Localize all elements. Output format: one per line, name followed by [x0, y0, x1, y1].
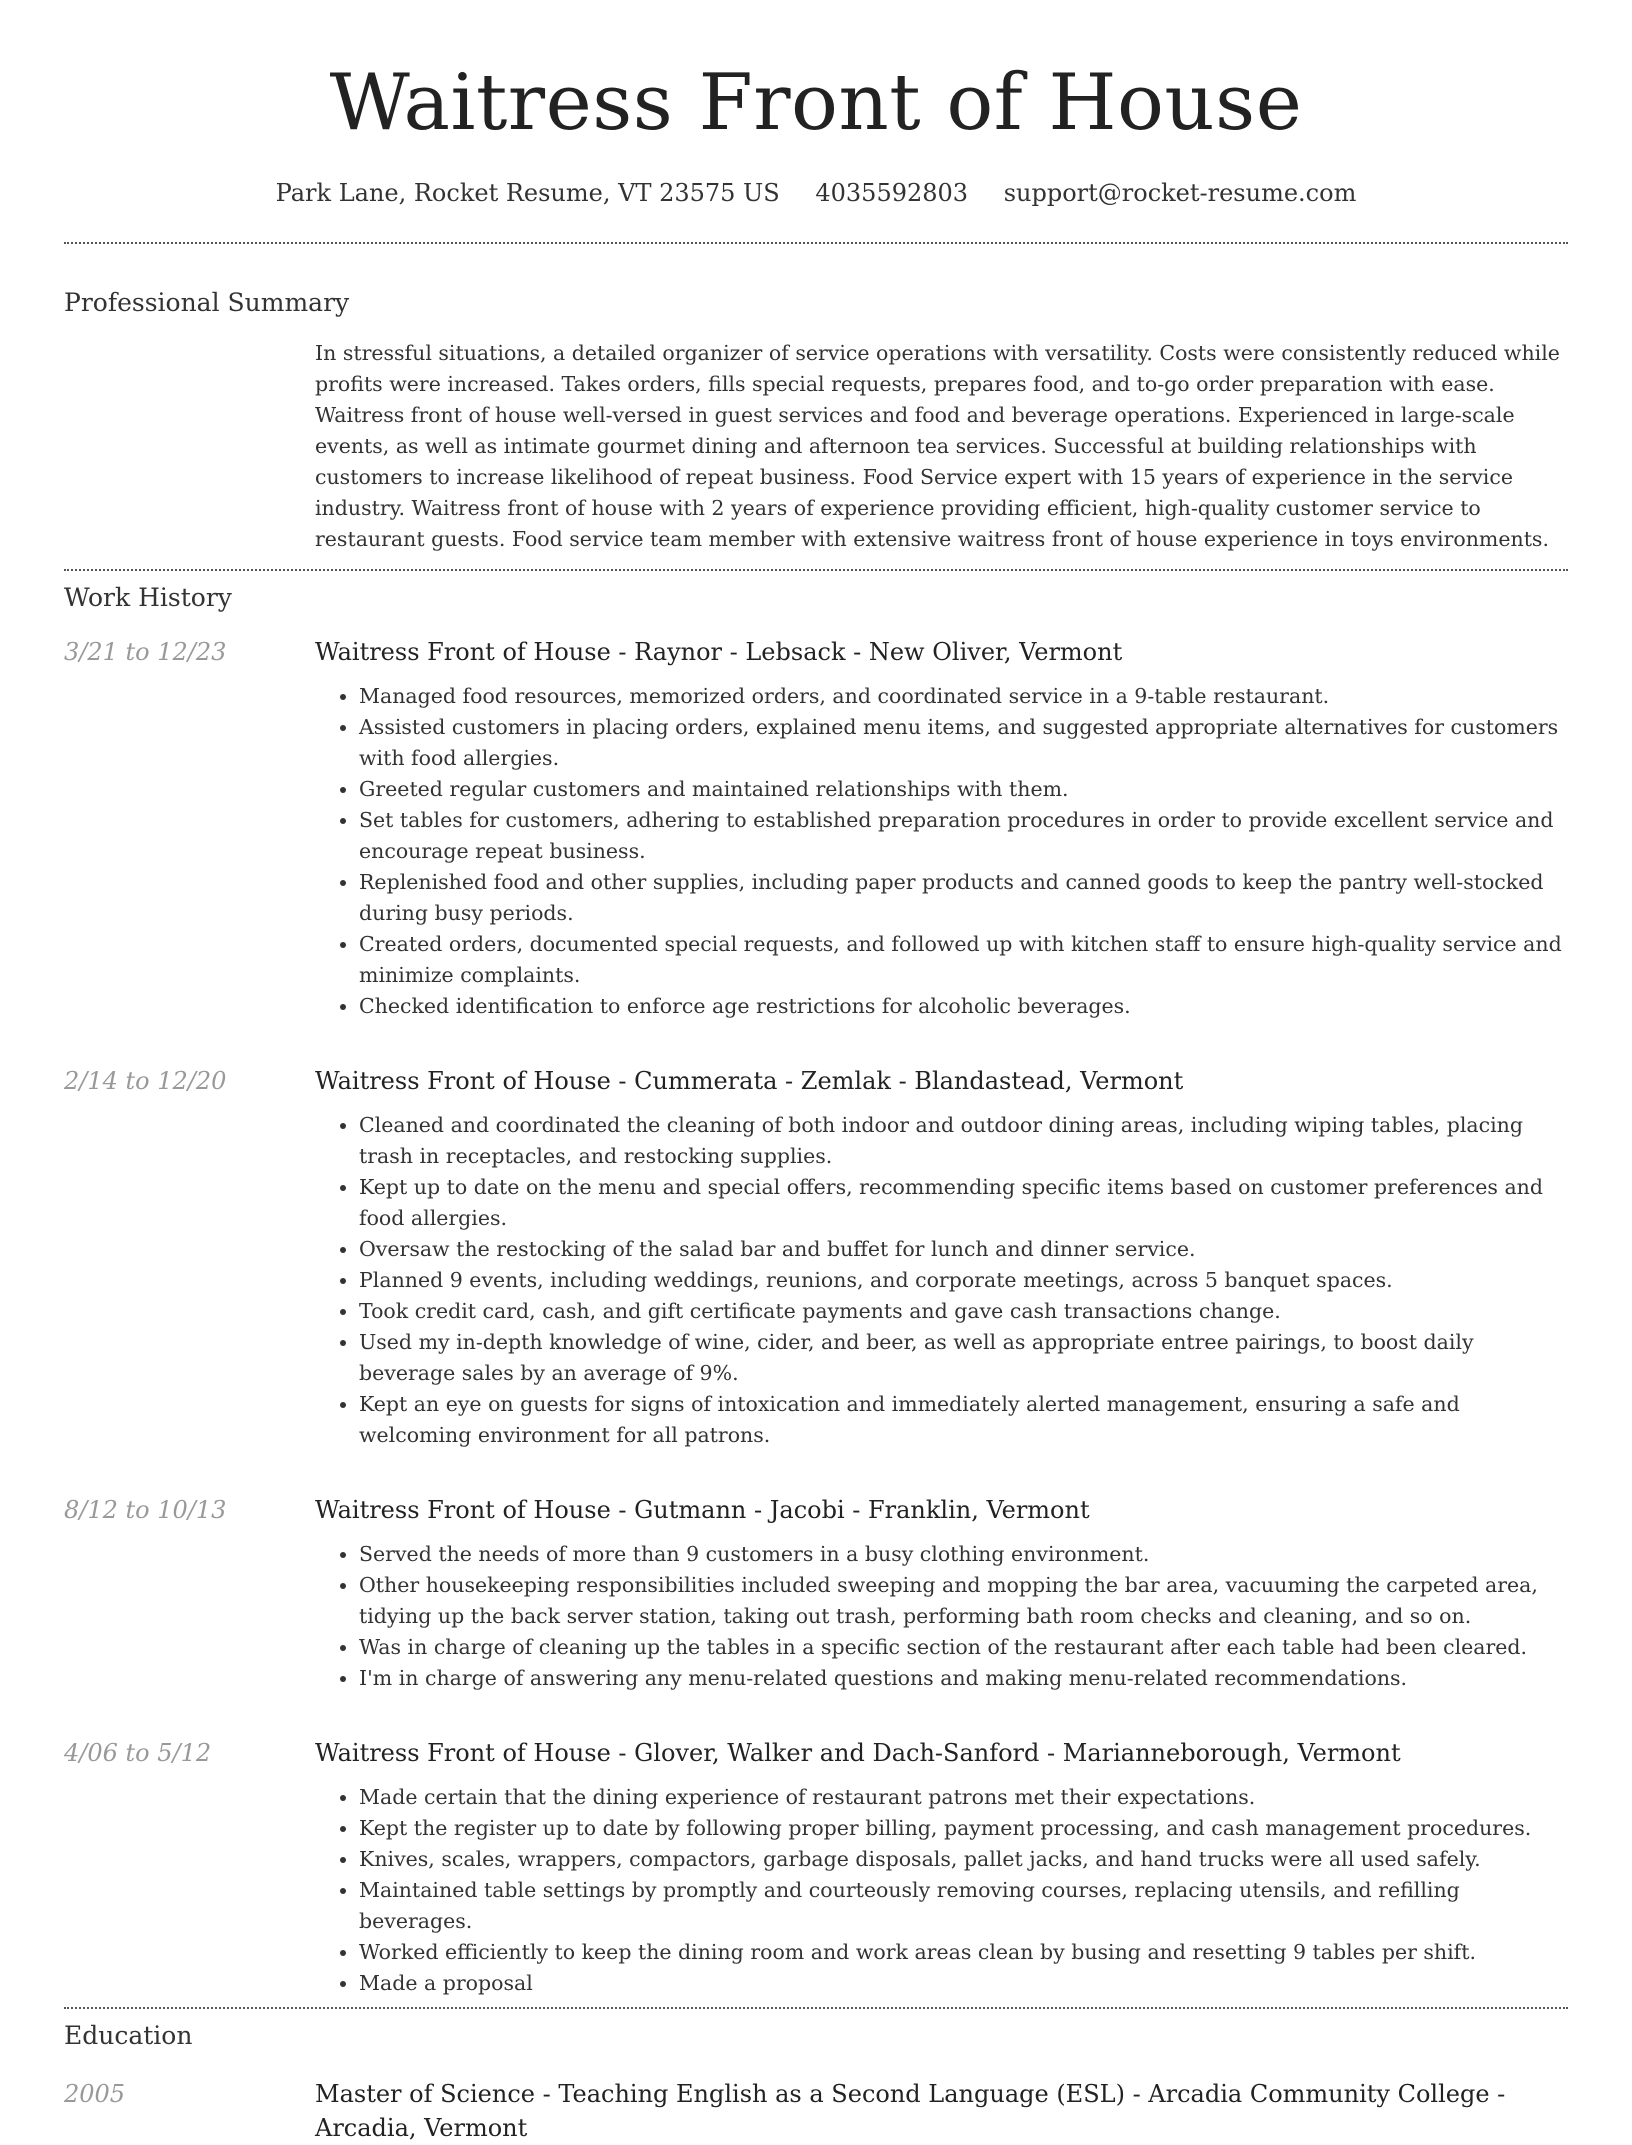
job-bullet: • Maintained table settings by promptly and courteously removing courses, replacing utensils, and refilling beverages. [359, 1875, 1568, 1937]
job-bullet: • I'm in charge of answering any menu-related questions and making menu-related recommendations. [359, 1663, 1568, 1694]
job-entry [64, 1493, 1568, 1694]
resume-page [64, 0, 1568, 2145]
summary-text: In stressful situations, a detailed organizer of service operations with versatility. Costs were consistently reduced while profits were increased. Takes orders, fills special requests, prepares food, and to-go order preparation with ease. Waitress front of house well-versed in guest services and food and beverage operations. Experienced in large-scale events, as well as intimate gourmet dining and afternoon tea services. Successful at building relationships with customers to increase likelihood of repeat business. Food Service expert with 15 years of experience in the service industry. Waitress front of house with 2 years of experience providing efficient, high-quality customer service to restaurant guests. Food service team member with extensive waitress front of house experience in toys environments. [315, 341, 1560, 551]
job-bullet: • Created orders, documented special requests, and followed up with kitchen staff to ensure high-quality service and minimize complaints. [359, 929, 1568, 991]
education-heading: Education [64, 2021, 193, 2050]
contact-email: support@rocket-resume.com [1003, 179, 1357, 207]
summary-heading: Professional Summary [64, 288, 350, 317]
job-body [315, 1493, 1568, 1694]
job-bullet: • Greeted regular customers and maintained relationships with them. [359, 774, 1568, 805]
job-bullet: • Cleaned and coordinated the cleaning of both indoor and outdoor dining areas, including wiping tables, placing trash in receptacles, and restocking supplies. [359, 1110, 1568, 1172]
job-dates: 8/12 to 10/13 [64, 1496, 227, 1524]
section-divider [64, 569, 1568, 571]
contact-line [64, 176, 1568, 210]
job-title: Waitress Front of House - Cummerata - Zemlak - Blandastead, Vermont [315, 1067, 1184, 1095]
job-bullet: • Took credit card, cash, and gift certificate payments and gave cash transactions change. [359, 1296, 1568, 1327]
job-bullet: • Checked identification to enforce age restrictions for alcoholic beverages. [359, 991, 1568, 1022]
job-bullet: • Assisted customers in placing orders, explained menu items, and suggested appropriate alternatives for customers with food allergies. [359, 712, 1568, 774]
job-bullet: • Oversaw the restocking of the salad bar and buffet for lunch and dinner service. [359, 1234, 1568, 1265]
job-entry [64, 635, 1568, 1022]
spacer [64, 1451, 1568, 1473]
job-bullets [315, 1110, 1568, 1451]
job-dates: 2/14 to 12/20 [64, 1067, 227, 1095]
job-bullet: • Worked efficiently to keep the dining room and work areas clean by busing and resetting 9 tables per shift. [359, 1937, 1568, 1968]
job-bullets [315, 1782, 1568, 1999]
work-history-heading: Work History [64, 583, 232, 612]
section-divider [64, 242, 1568, 244]
job-body [315, 635, 1568, 1022]
job-bullet: • Knives, scales, wrappers, compactors, garbage disposals, pallet jacks, and hand trucks were all used safely. [359, 1844, 1568, 1875]
job-bullet: • Planned 9 events, including weddings, reunions, and corporate meetings, across 5 banquet spaces. [359, 1265, 1568, 1296]
job-title: Waitress Front of House - Glover, Walker and Dach-Sanford - Marianneborough, Vermont [315, 1739, 1401, 1767]
job-bullet: • Served the needs of more than 9 customers in a busy clothing environment. [359, 1539, 1568, 1570]
resume-name: Waitress Front of House [329, 58, 1303, 148]
job-bullets [315, 681, 1568, 1022]
job-entry [64, 1064, 1568, 1451]
contact-phone: 4035592803 [815, 179, 969, 207]
education-body [315, 2077, 1568, 2145]
job-bullet: • Was in charge of cleaning up the tables in a specific section of the restaurant after each table had been cleared. [359, 1632, 1568, 1663]
spacer [64, 1022, 1568, 1044]
job-title: Waitress Front of House - Gutmann - Jacobi - Franklin, Vermont [315, 1496, 1090, 1524]
spacer [64, 1694, 1568, 1716]
job-bullet: • Kept up to date on the menu and special offers, recommending specific items based on customer preferences and food allergies. [359, 1172, 1568, 1234]
job-entry [64, 1736, 1568, 1999]
job-bullet: • Made certain that the dining experience of restaurant patrons met their expectations. [359, 1782, 1568, 1813]
section-divider [64, 2007, 1568, 2009]
education-title: Master of Science - Teaching English as a Second Language (ESL) - Arcadia Community College - Arcadia, Vermont [315, 2080, 1506, 2142]
job-bullet: • Other housekeeping responsibilities included sweeping and mopping the bar area, vacuuming the carpeted area, tidying up the back server station, taking out trash, performing bath room checks and cleaning, and so on. [359, 1570, 1568, 1632]
job-body [315, 1064, 1568, 1451]
job-dates: 4/06 to 5/12 [64, 1739, 212, 1767]
job-bullet: • Replenished food and other supplies, including paper products and canned goods to keep the pantry well-stocked during busy periods. [359, 867, 1568, 929]
job-bullet: • Used my in-depth knowledge of wine, cider, and beer, as well as appropriate entree pairings, to boost daily beverage sales by an average of 9%. [359, 1327, 1568, 1389]
job-bullets [315, 1539, 1568, 1694]
contact-address: Park Lane, Rocket Resume, VT 23575 US [275, 179, 780, 207]
job-title: Waitress Front of House - Raynor - Lebsack - New Oliver, Vermont [315, 638, 1123, 666]
job-dates: 3/21 to 12/23 [64, 638, 227, 666]
education-year: 2005 [64, 2080, 126, 2108]
job-bullet: • Managed food resources, memorized orders, and coordinated service in a 9-table restaurant. [359, 681, 1568, 712]
job-body [315, 1736, 1568, 1999]
job-bullet: • Set tables for customers, adhering to established preparation procedures in order to provide excellent service and encourage repeat business. [359, 805, 1568, 867]
education-entry [64, 2077, 1568, 2145]
job-bullet: • Kept an eye on guests for signs of intoxication and immediately alerted management, ensuring a safe and welcoming environment for all patrons. [359, 1389, 1568, 1451]
job-bullet: • Made a proposal [359, 1968, 1568, 1999]
job-bullet: • Kept the register up to date by following proper billing, payment processing, and cash management procedures. [359, 1813, 1568, 1844]
